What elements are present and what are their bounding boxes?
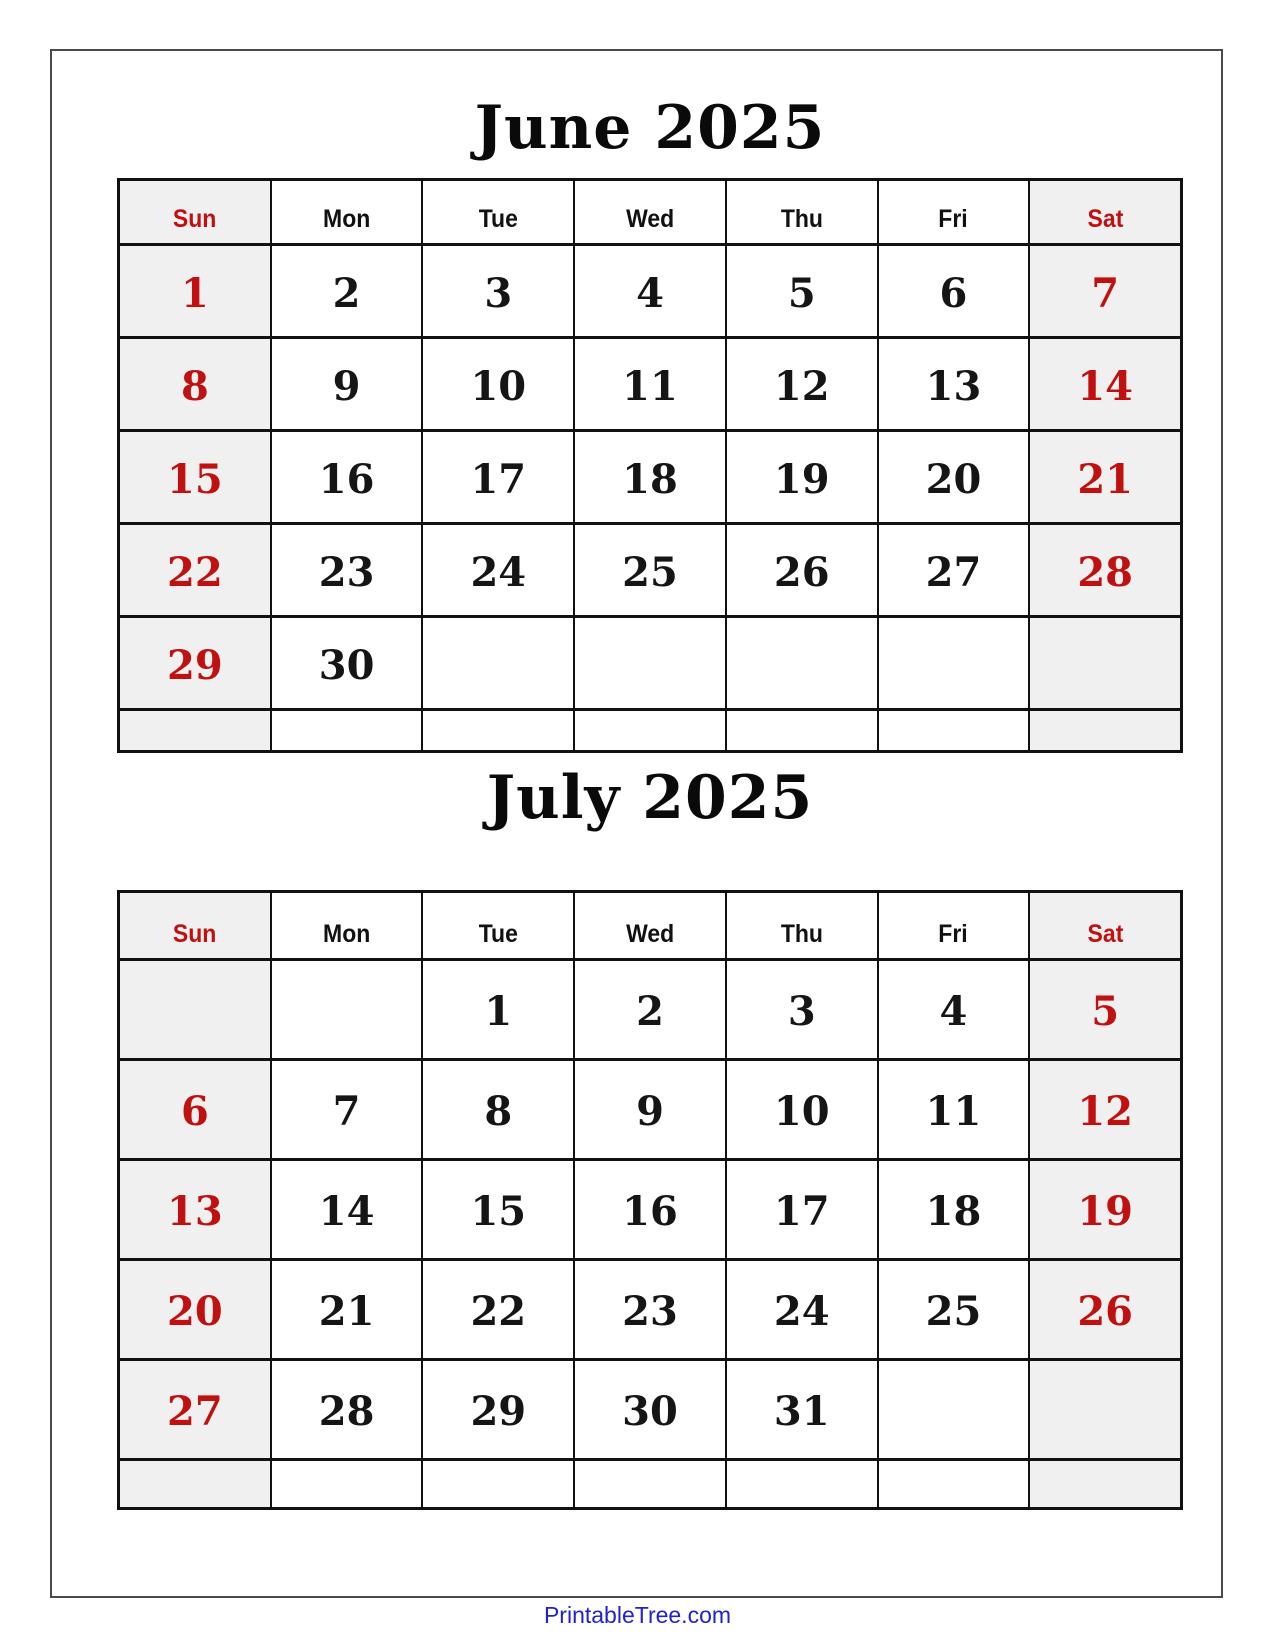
day-number: 24 (773, 1288, 830, 1335)
day-header-cell-sun (120, 181, 272, 243)
day-cell (727, 961, 879, 1058)
week-row (120, 1161, 1180, 1261)
day-header-label: Fri (938, 205, 969, 233)
day-header-cell-tue (423, 893, 575, 958)
day-header-row (120, 893, 1180, 961)
day-number: 16 (318, 455, 375, 503)
day-cell (727, 1161, 879, 1258)
footer-link[interactable]: PrintableTree.com (543, 1602, 732, 1628)
day-number: 14 (1077, 362, 1133, 410)
empty-day-cell (423, 1461, 575, 1507)
day-cell (727, 1261, 879, 1358)
empty-day-cell (120, 711, 272, 750)
empty-day-cell (272, 961, 424, 1058)
day-number: 31 (773, 1388, 830, 1435)
empty-day-cell (575, 711, 727, 750)
day-header-row (120, 181, 1180, 246)
day-number: 17 (470, 455, 527, 503)
day-header-label: Fri (938, 920, 969, 948)
day-header-cell-mon (272, 893, 424, 958)
day-cell (272, 1261, 424, 1358)
day-number: 29 (470, 1388, 527, 1435)
day-cell (575, 432, 727, 522)
empty-day-cell (879, 618, 1031, 708)
week-row (120, 618, 1180, 711)
day-cell (120, 1061, 272, 1158)
week-row (120, 525, 1180, 618)
day-header-label: Sun (173, 205, 217, 233)
day-number: 30 (622, 1388, 678, 1435)
day-header-cell-mon (272, 181, 424, 243)
day-header-label: Thu (780, 205, 823, 233)
day-cell (272, 1061, 424, 1158)
week-row (120, 961, 1180, 1061)
day-number: 1 (180, 269, 209, 317)
day-number: 6 (939, 269, 968, 317)
day-cell (575, 525, 727, 615)
day-header-cell-fri (879, 181, 1031, 243)
day-header-cell-thu (727, 181, 879, 243)
week-row (120, 1261, 1180, 1361)
day-cell (879, 961, 1031, 1058)
day-cell (272, 525, 424, 615)
day-cell (272, 339, 424, 429)
empty-day-cell (575, 618, 727, 708)
empty-day-cell (575, 1461, 727, 1507)
day-cell (879, 1061, 1031, 1158)
empty-day-cell (1030, 1461, 1180, 1507)
day-number: 10 (470, 362, 527, 410)
day-number: 19 (773, 455, 830, 503)
empty-day-cell (1030, 618, 1180, 708)
day-number: 15 (167, 455, 223, 503)
day-cell (575, 1261, 727, 1358)
day-number: 26 (1077, 1288, 1133, 1335)
day-cell (423, 246, 575, 336)
week-row (120, 432, 1180, 525)
day-header-cell-sat (1030, 181, 1180, 243)
day-cell (120, 1361, 272, 1458)
day-number: 5 (787, 269, 816, 317)
day-cell (727, 1361, 879, 1458)
day-number: 3 (787, 988, 816, 1035)
day-cell (423, 1161, 575, 1258)
day-number: 12 (1077, 1088, 1133, 1135)
week-row (120, 246, 1180, 339)
day-number: 23 (318, 548, 375, 596)
day-number: 11 (622, 362, 678, 410)
day-header-cell-fri (879, 893, 1031, 958)
day-header-label: Thu (780, 920, 823, 948)
day-cell (727, 1061, 879, 1158)
day-cell (879, 432, 1031, 522)
day-number: 26 (773, 548, 830, 596)
day-number: 15 (470, 1188, 527, 1235)
day-number: 25 (925, 1288, 982, 1335)
day-cell (1030, 1161, 1180, 1258)
day-cell (120, 1261, 272, 1358)
day-header-cell-tue (423, 181, 575, 243)
day-cell (120, 432, 272, 522)
empty-day-cell (423, 711, 575, 750)
day-cell (423, 1061, 575, 1158)
day-number: 10 (773, 1088, 830, 1135)
day-cell (1030, 1061, 1180, 1158)
day-number: 2 (636, 988, 664, 1035)
day-cell (575, 339, 727, 429)
day-cell (120, 525, 272, 615)
day-cell (120, 339, 272, 429)
day-number: 11 (925, 1088, 982, 1135)
empty-day-cell (879, 1461, 1031, 1507)
day-header-cell-thu (727, 893, 879, 958)
week-row (120, 1361, 1180, 1461)
day-cell (120, 618, 272, 708)
day-cell (879, 1161, 1031, 1258)
day-cell (272, 246, 424, 336)
day-cell (879, 246, 1031, 336)
day-header-label: Sat (1087, 920, 1124, 948)
day-cell (423, 525, 575, 615)
day-header-cell-sun (120, 893, 272, 958)
day-number: 27 (925, 548, 982, 596)
day-cell (575, 961, 727, 1058)
empty-day-cell (879, 711, 1031, 750)
day-cell (575, 1361, 727, 1458)
empty-day-cell (727, 618, 879, 708)
day-number: 12 (773, 362, 830, 410)
day-header-cell-wed (575, 181, 727, 243)
day-cell (120, 246, 272, 336)
day-cell (423, 1361, 575, 1458)
day-header-label: Wed (625, 205, 675, 233)
day-header-label: Sun (173, 920, 217, 948)
day-number: 17 (773, 1188, 830, 1235)
day-number: 3 (484, 269, 513, 317)
footer (0, 1602, 1275, 1629)
day-number: 19 (1077, 1188, 1133, 1235)
month-title-june: June 2025 (474, 93, 826, 163)
day-number: 13 (167, 1188, 223, 1235)
day-cell (272, 618, 424, 708)
day-header-cell-wed (575, 893, 727, 958)
day-number: 20 (925, 455, 982, 503)
week-row (120, 339, 1180, 432)
day-cell (1030, 525, 1180, 615)
day-number: 22 (167, 548, 223, 596)
day-header-label: Tue (478, 205, 518, 233)
day-cell (727, 525, 879, 615)
day-cell (575, 1061, 727, 1158)
empty-day-cell (879, 1361, 1031, 1458)
day-cell (575, 1161, 727, 1258)
day-number: 28 (1077, 548, 1133, 596)
day-number: 30 (318, 641, 375, 689)
day-cell (423, 961, 575, 1058)
day-number: 28 (318, 1388, 375, 1435)
day-cell (727, 432, 879, 522)
day-header-label: Wed (625, 920, 675, 948)
empty-day-cell (120, 961, 272, 1058)
empty-day-cell (272, 711, 424, 750)
week-row (120, 1061, 1180, 1161)
day-cell (272, 1361, 424, 1458)
day-number: 18 (925, 1188, 982, 1235)
day-number: 4 (636, 269, 664, 317)
day-number: 24 (470, 548, 527, 596)
day-number: 21 (1077, 455, 1133, 503)
day-cell (423, 432, 575, 522)
day-cell (1030, 961, 1180, 1058)
calendar-grid-july (117, 890, 1183, 1510)
day-cell (272, 1161, 424, 1258)
day-number: 20 (167, 1288, 223, 1335)
day-cell (423, 1261, 575, 1358)
day-number: 23 (622, 1288, 678, 1335)
empty-day-cell (423, 618, 575, 708)
day-number: 9 (636, 1088, 664, 1135)
day-number: 29 (167, 641, 223, 689)
calendar-grid-june (117, 178, 1183, 753)
day-number: 2 (332, 269, 361, 317)
empty-day-cell (120, 1461, 272, 1507)
day-number: 14 (318, 1188, 375, 1235)
day-number: 1 (484, 988, 513, 1035)
day-header-label: Tue (478, 920, 518, 948)
day-number: 9 (332, 362, 361, 410)
empty-day-cell (727, 1461, 879, 1507)
day-number: 8 (484, 1088, 513, 1135)
day-number: 18 (622, 455, 678, 503)
day-header-label: Mon (322, 920, 371, 948)
empty-day-cell (1030, 711, 1180, 750)
day-number: 7 (332, 1088, 361, 1135)
day-number: 25 (622, 548, 678, 596)
day-cell (575, 246, 727, 336)
month-title-july: July 2025 (486, 763, 814, 833)
day-number: 7 (1091, 269, 1120, 317)
day-number: 6 (180, 1088, 209, 1135)
day-cell (1030, 246, 1180, 336)
day-cell (879, 1261, 1031, 1358)
day-header-label: Mon (322, 205, 371, 233)
day-number: 4 (939, 988, 968, 1035)
day-cell (879, 525, 1031, 615)
day-cell (727, 246, 879, 336)
empty-day-cell (727, 711, 879, 750)
empty-day-cell (272, 1461, 424, 1507)
day-number: 5 (1091, 988, 1120, 1035)
day-cell (1030, 432, 1180, 522)
day-number: 16 (622, 1188, 678, 1235)
day-number: 22 (470, 1288, 527, 1335)
day-cell (272, 432, 424, 522)
empty-day-cell (1030, 1361, 1180, 1458)
day-cell (727, 339, 879, 429)
day-cell (1030, 1261, 1180, 1358)
day-header-label: Sat (1087, 205, 1124, 233)
day-cell (879, 339, 1031, 429)
day-number: 8 (180, 362, 209, 410)
day-cell (423, 339, 575, 429)
day-header-cell-sat (1030, 893, 1180, 958)
day-number: 13 (925, 362, 982, 410)
day-number: 21 (318, 1288, 375, 1335)
day-cell (120, 1161, 272, 1258)
week-row (120, 711, 1180, 750)
day-number: 27 (167, 1388, 223, 1435)
day-cell (1030, 339, 1180, 429)
week-row (120, 1461, 1180, 1507)
